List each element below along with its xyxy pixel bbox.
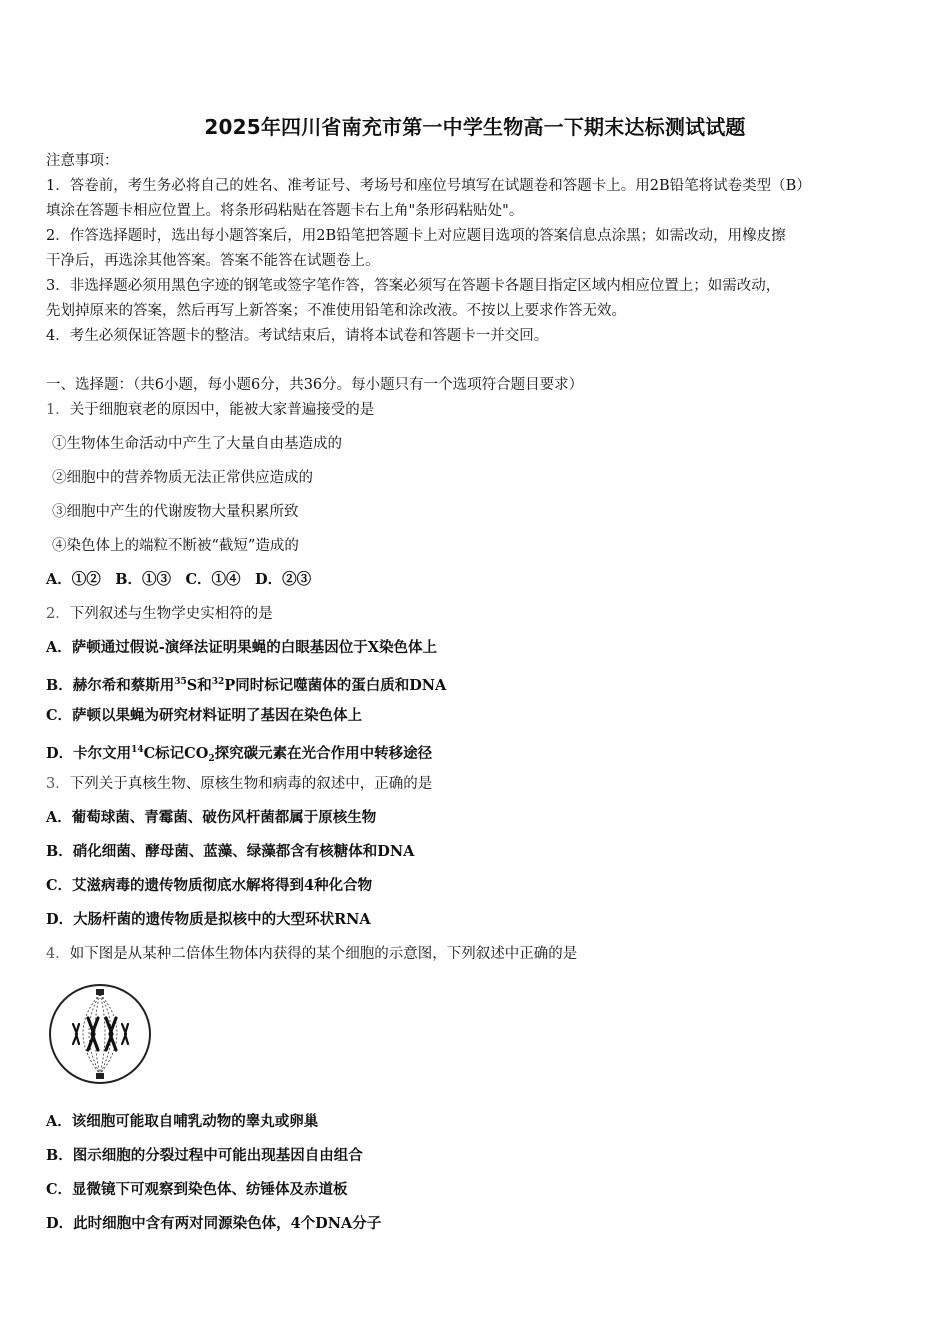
q1-statement-4: ④染色体上的端粒不断被“截短”造成的 xyxy=(52,538,299,554)
centriole-bottom xyxy=(96,1073,104,1079)
q1-statement-3: ③细胞中产生的代谢废物大量积累所致 xyxy=(52,504,299,520)
q2-d-pre: D．卡尔文用 xyxy=(46,745,132,762)
q4-option-b: B．图示细胞的分裂过程中可能出现基因自由组合 xyxy=(46,1147,363,1164)
notice-line-1: 1．答卷前，考生务必将自己的姓名、准考证号、考场号和座位号填写在试题卷和答题卡上。用2B铅笔将试卷类型（B） xyxy=(46,178,811,194)
q3-stem-line xyxy=(46,774,432,794)
q2-b-sup1: 35 xyxy=(174,677,187,687)
q2-option-c: C．萨顿以果蝇为研究材料证明了基因在染色体上 xyxy=(46,707,363,724)
q2-d-post: 探究碳元素在光合作用中转移途径 xyxy=(214,745,433,762)
q4-stem: 如下图是从某种二倍体生物体内获得的某个细胞的示意图，下列叙述中正确的是 xyxy=(69,946,578,962)
q2-b-pre: B．赫尔希和蔡斯用 xyxy=(46,677,175,694)
notice-line-3: 2．作答选择题时，选出每小题答案后，用2B铅笔把答题卡上对应题目选项的答案信息点涂黑；如需改动，用橡皮擦 xyxy=(46,228,786,244)
notice-line-6: 先划掉原来的答案，然后再写上新答案；不准使用铅笔和涂改液。不按以上要求作答无效。 xyxy=(46,303,626,319)
q2-option-d xyxy=(46,740,432,769)
q2-option-b xyxy=(46,672,446,696)
q3-option-d: D．大肠杆菌的遗传物质是拟核中的大型环状RNA xyxy=(46,911,371,928)
cell-membrane xyxy=(50,985,150,1083)
notice-line-4: 干净后，再选涂其他答案。答案不能答在试题卷上。 xyxy=(46,253,380,269)
cell-division-figure xyxy=(46,982,154,1086)
q1-options: A．①② B．①③ C．①④ D．②③ xyxy=(46,571,312,588)
q3-option-c: C．艾滋病毒的遗传物质彻底水解将得到4种化合物 xyxy=(46,877,373,894)
q2-d-mid: C标记CO xyxy=(143,745,209,762)
notice-line-5: 3．非选择题必须用黑色字迹的钢笔或签字笔作答，答案必须写在答题卡各题目指定区域内相应位置上；如需改动， xyxy=(46,278,781,294)
q1-stem-line xyxy=(46,400,374,420)
q4-number: 4． xyxy=(46,946,70,962)
q3-stem: 下列关于真核生物、原核生物和病毒的叙述中，正确的是 xyxy=(69,776,433,792)
page-title: 2025年四川省南充市第一中学生物高一下期末达标测试试题 xyxy=(204,115,746,139)
q1-stem: 关于细胞衰老的原因中，能被大家普遍接受的是 xyxy=(69,402,375,418)
chromosomes xyxy=(73,1018,128,1050)
q4-stem-line xyxy=(46,944,577,964)
q3-number: 3． xyxy=(46,776,70,792)
q2-b-post: P同时标记噬菌体的蛋白质和DNA xyxy=(224,677,447,694)
q3-option-a: A．葡萄球菌、青霉菌、破伤风杆菌都属于原核生物 xyxy=(46,809,377,826)
q2-d-sup: 14 xyxy=(131,745,144,755)
q4-option-a: A．该细胞可能取自哺乳动物的睾丸或卵巢 xyxy=(46,1113,319,1130)
section-heading: 一、选择题：（共6小题，每小题6分，共36分。每小题只有一个选项符合题目要求） xyxy=(46,377,584,393)
notice-line-7: 4．考生必须保证答题卡的整洁。考试结束后，请将本试卷和答题卡一并交回。 xyxy=(46,328,549,344)
q2-number: 2． xyxy=(46,606,70,622)
q2-b-mid: S和 xyxy=(186,677,212,694)
q3-option-b: B．硝化细菌、酵母菌、蓝藻、绿藻都含有核糖体和DNA xyxy=(46,843,415,860)
q4-option-c: C．显微镜下可观察到染色体、纺锤体及赤道板 xyxy=(46,1181,348,1198)
q2-stem-line xyxy=(46,604,273,624)
q2-d-sub: 2 xyxy=(208,754,215,764)
q1-number: 1． xyxy=(46,402,70,418)
q4-option-d: D．此时细胞中含有两对同源染色体，4个DNA分子 xyxy=(46,1215,382,1232)
notice-line-2: 填涂在答题卡相应位置上。将条形码粘贴在答题卡右上角"条形码粘贴处"。 xyxy=(46,203,524,219)
centriole-top xyxy=(96,989,104,995)
q2-option-a: A．萨顿通过假说-演绎法证明果蝇的白眼基因位于X染色体上 xyxy=(46,639,438,656)
notice-heading: 注意事项： xyxy=(46,153,119,169)
q1-statement-2: ②细胞中的营养物质无法正常供应造成的 xyxy=(52,470,313,486)
q1-statement-1: ①生物体生命活动中产生了大量自由基造成的 xyxy=(52,436,342,452)
q2-b-sup2: 32 xyxy=(211,677,225,687)
q2-stem: 下列叙述与生物学史实相符的是 xyxy=(69,606,273,622)
